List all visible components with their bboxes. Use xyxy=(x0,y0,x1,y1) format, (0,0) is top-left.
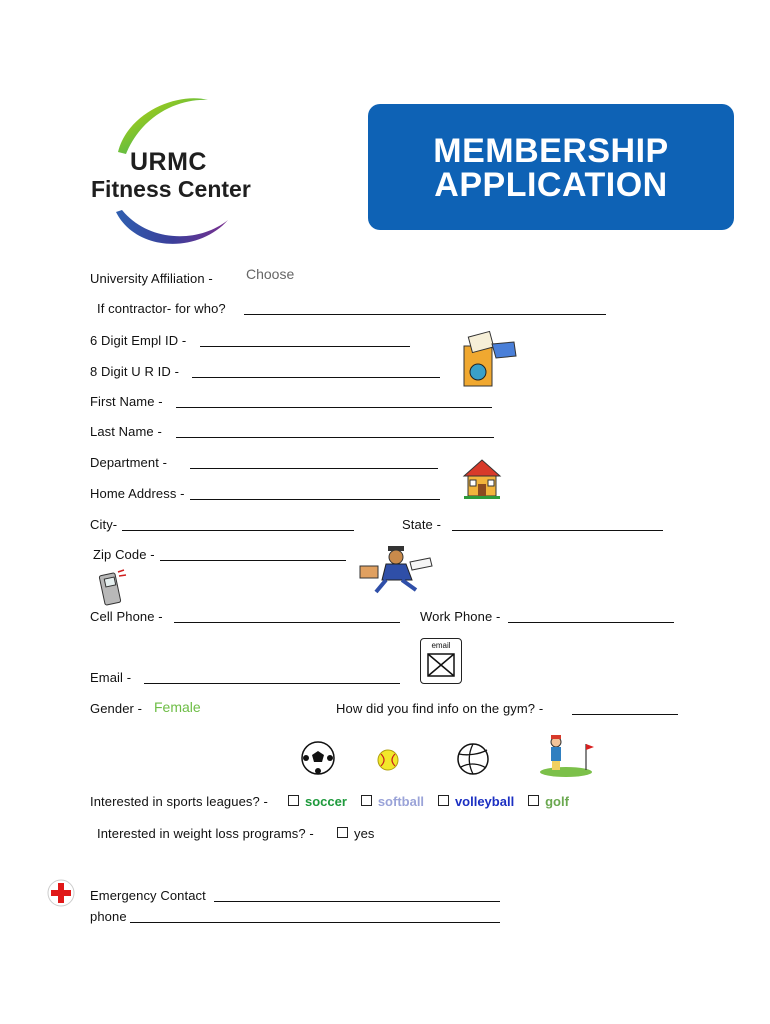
sports-options xyxy=(288,793,569,809)
volleyball-label: volleyball xyxy=(454,794,515,809)
find-info-label: How did you find info on the gym? - xyxy=(336,701,544,716)
zip-code-label: Zip Code - xyxy=(93,547,155,562)
logo-urmc-text: URMC xyxy=(130,148,207,176)
home-address-field[interactable] xyxy=(190,499,440,500)
mail-carrier-icon xyxy=(356,544,438,594)
gender-select[interactable]: Female xyxy=(154,699,201,715)
weight-loss-yes-label: yes xyxy=(354,826,375,841)
work-phone-label: Work Phone - xyxy=(420,609,501,624)
membership-application-banner xyxy=(368,104,734,230)
banner-line1: MEMBERSHIP xyxy=(433,132,669,170)
email-field[interactable] xyxy=(144,683,400,684)
weight-loss-label: Interested in weight loss programs? - xyxy=(97,826,314,841)
contractor-label: If contractor- for who? xyxy=(97,301,226,316)
volleyball-checkbox[interactable] xyxy=(438,793,514,809)
department-label: Department - xyxy=(90,455,168,470)
find-info-field[interactable] xyxy=(572,714,678,715)
city-field[interactable] xyxy=(122,530,354,531)
golf-label: golf xyxy=(545,794,569,809)
ur-id-field[interactable] xyxy=(192,377,440,378)
last-name-label: Last Name - xyxy=(90,424,162,439)
state-field[interactable] xyxy=(452,530,663,531)
emergency-contact-field[interactable] xyxy=(214,901,500,902)
softball-icon xyxy=(376,748,400,772)
state-label: State - xyxy=(402,517,441,532)
email-envelope-icon xyxy=(420,638,462,684)
urmc-fitness-logo xyxy=(88,92,260,252)
red-cross-icon xyxy=(46,878,76,908)
work-phone-field[interactable] xyxy=(508,622,674,623)
banner-line2: APPLICATION xyxy=(434,166,668,204)
department-field[interactable] xyxy=(190,468,438,469)
softball-label: softball xyxy=(377,794,425,809)
logo-fitness-center-text: Fitness Center xyxy=(91,176,251,202)
weight-loss-yes-checkbox[interactable] xyxy=(337,825,375,841)
university-affiliation-select[interactable]: Choose xyxy=(246,266,295,282)
gender-label: Gender - xyxy=(90,701,143,716)
cell-phone-label: Cell Phone - xyxy=(90,609,163,624)
soccer-ball-icon xyxy=(300,740,336,776)
house-icon xyxy=(460,456,504,500)
home-address-label: Home Address - xyxy=(90,486,185,501)
empl-id-field[interactable] xyxy=(200,346,410,347)
emergency-contact-label: Emergency Contact xyxy=(90,888,206,903)
volleyball-icon xyxy=(456,742,490,776)
contractor-field[interactable] xyxy=(244,314,606,315)
soccer-label: soccer xyxy=(305,794,347,809)
ur-id-label: 8 Digit U R ID - xyxy=(90,364,180,379)
first-name-field[interactable] xyxy=(176,407,492,408)
email-label: Email - xyxy=(90,670,132,685)
emergency-phone-field[interactable] xyxy=(130,922,500,923)
university-affiliation-label: University Affiliation - xyxy=(90,271,213,286)
zip-code-field[interactable] xyxy=(160,560,346,561)
golf-checkbox[interactable] xyxy=(528,793,569,809)
cell-phone-field[interactable] xyxy=(174,622,400,623)
id-card-swipe-icon xyxy=(456,330,520,390)
sports-leagues-label: Interested in sports leagues? - xyxy=(90,794,268,809)
city-label: City- xyxy=(90,517,118,532)
empl-id-label: 6 Digit Empl ID - xyxy=(90,333,187,348)
cell-phone-icon xyxy=(92,568,132,608)
last-name-field[interactable] xyxy=(176,437,494,438)
softball-checkbox[interactable] xyxy=(361,793,424,809)
first-name-label: First Name - xyxy=(90,394,163,409)
emergency-phone-label: phone xyxy=(90,909,127,924)
soccer-checkbox[interactable] xyxy=(288,793,347,809)
email-icon-text: email xyxy=(431,641,451,650)
golfer-icon xyxy=(538,732,598,778)
